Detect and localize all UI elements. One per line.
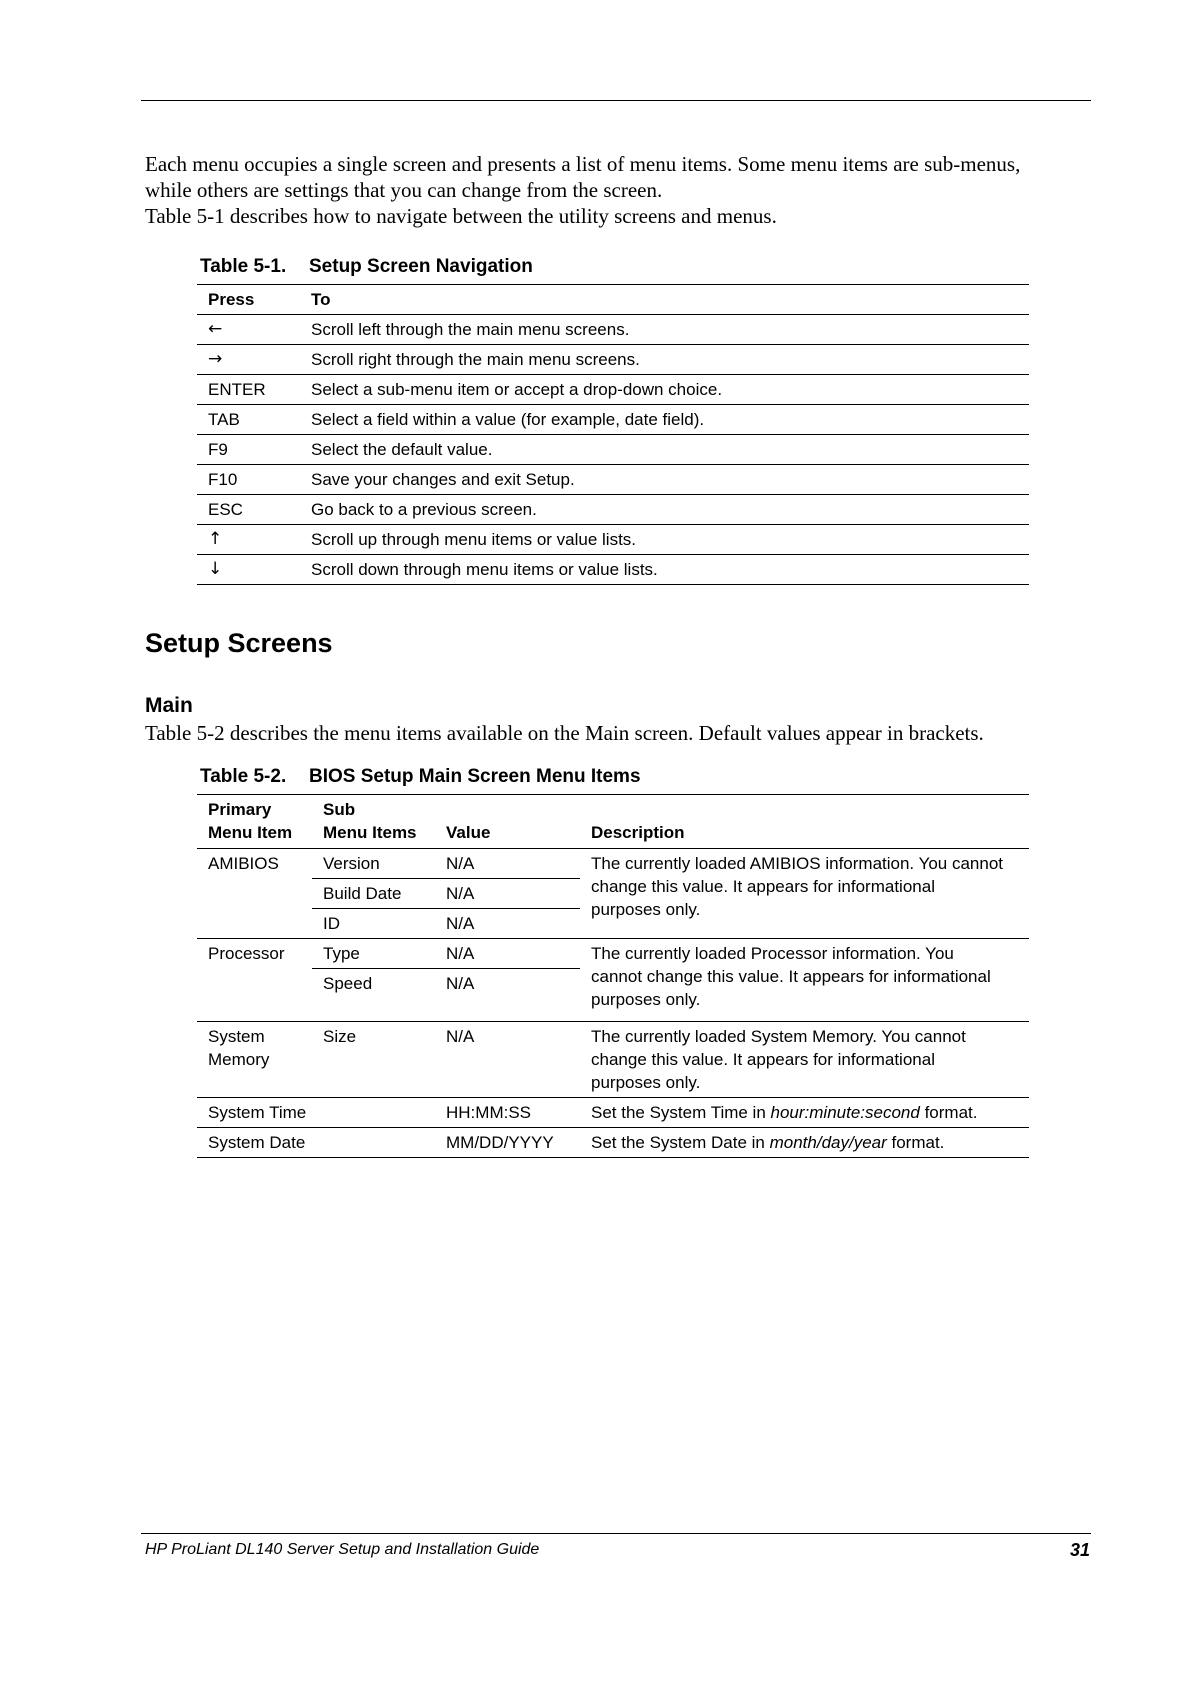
table-row <box>197 435 1029 465</box>
primary-system-date: System Date <box>197 1128 435 1158</box>
table-title: Setup Screen Navigation <box>309 256 533 277</box>
table-5-1-caption <box>200 256 533 278</box>
table-row <box>197 525 1029 555</box>
description-cell: The currently loaded Processor information. You cannot change this value. It appears for informational purposes only. <box>580 939 1029 1022</box>
table-title: BIOS Setup Main Screen Menu Items <box>309 766 641 787</box>
key-cell: ESC <box>208 500 243 519</box>
sub-menu-item: Build Date <box>312 879 435 909</box>
down-arrow-key: ↓ <box>208 559 223 579</box>
navigation-table <box>197 284 1029 585</box>
main-description-paragraph: Table 5-2 describes the menu items available on the Main screen. Default values appear in brackets. <box>145 721 984 745</box>
value-cell: HH:MM:SS <box>435 1098 580 1128</box>
header-press: Press <box>208 290 255 309</box>
sub-menu-item: ID <box>312 909 435 939</box>
table-row <box>197 345 1029 375</box>
key-cell: ENTER <box>208 380 266 399</box>
description-cell: Set the System Time in hour:minute:second format. <box>580 1098 1029 1128</box>
key-cell: TAB <box>208 410 240 429</box>
subsection-heading: Main <box>145 694 193 717</box>
description-cell: Set the System Date in month/day/year format. <box>580 1128 1029 1158</box>
action-cell: Select a field within a value (for example, date field). <box>311 410 705 429</box>
description-cell: The currently loaded AMIBIOS information. You cannot change this value. It appears for informational purposes only. <box>580 849 1029 939</box>
bios-main-table <box>197 794 1029 1158</box>
primary-amibios: AMIBIOS <box>197 849 312 939</box>
value-cell: N/A <box>435 909 580 939</box>
table-row <box>197 315 1029 345</box>
table-header-row <box>197 285 1029 315</box>
table-row <box>197 939 1029 969</box>
action-cell: Scroll right through the main menu screens. <box>311 350 640 369</box>
action-cell: Go back to a previous screen. <box>311 500 537 519</box>
action-cell: Select the default value. <box>311 440 493 459</box>
action-cell: Save your changes and exit Setup. <box>311 470 575 489</box>
left-arrow-key: ← <box>208 319 223 339</box>
sub-menu-item: Speed <box>312 969 435 1022</box>
primary-system-time: System Time <box>197 1098 435 1128</box>
key-cell: F10 <box>208 470 238 489</box>
table-row <box>197 375 1029 405</box>
header-to: To <box>311 290 331 309</box>
up-arrow-key: ↑ <box>208 529 223 549</box>
key-cell: F9 <box>208 440 228 459</box>
right-arrow-key: → <box>208 349 223 369</box>
action-cell: Scroll left through the main menu screens. <box>311 320 630 339</box>
value-cell: N/A <box>435 1022 580 1098</box>
table-header-row <box>197 795 1029 849</box>
table-number: Table 5-2. <box>200 766 287 787</box>
table-row <box>197 405 1029 435</box>
action-cell: Scroll down through menu items or value lists. <box>311 560 658 579</box>
table-row <box>197 495 1029 525</box>
value-cell: N/A <box>435 849 580 879</box>
header-primary-menu-item: Primary Menu Item <box>197 795 312 849</box>
table-row <box>197 465 1029 495</box>
footer-guide-title: HP ProLiant DL140 Server Setup and Installation Guide <box>145 1541 540 1558</box>
table-row <box>197 849 1029 879</box>
table-row <box>197 1022 1029 1098</box>
header-rule <box>141 100 1091 101</box>
value-cell: N/A <box>435 879 580 909</box>
table-5-2-caption <box>200 766 641 788</box>
page-number: 31 <box>1069 1540 1090 1560</box>
sub-menu-item: Size <box>312 1022 435 1098</box>
description-cell: The currently loaded System Memory. You cannot change this value. It appears for informational purposes only. <box>580 1022 1029 1098</box>
sub-menu-item: Version <box>312 849 435 879</box>
section-heading: Setup Screens <box>145 628 333 658</box>
action-cell: Scroll up through menu items or value lists. <box>311 530 637 549</box>
footer-rule <box>141 1533 1091 1534</box>
table-row <box>197 1128 1029 1158</box>
value-cell: MM/DD/YYYY <box>435 1128 580 1158</box>
value-cell: N/A <box>435 969 580 1022</box>
header-description: Description <box>580 795 1029 849</box>
action-cell: Select a sub-menu item or accept a drop-down choice. <box>311 380 723 399</box>
header-value: Value <box>435 795 580 849</box>
primary-processor: Processor <box>197 939 312 1022</box>
table-row <box>197 555 1029 585</box>
table-number: Table 5-1. <box>200 256 287 277</box>
header-sub-menu-items: Sub Menu Items <box>312 795 435 849</box>
sub-menu-item: Type <box>312 939 435 969</box>
value-cell: N/A <box>435 939 580 969</box>
table-row <box>197 1098 1029 1128</box>
intro-line: while others are settings that you can change from the screen. <box>145 178 663 202</box>
intro-line: Table 5-1 describes how to navigate between the utility screens and menus. <box>145 204 777 228</box>
primary-system-memory: System Memory <box>197 1022 312 1098</box>
intro-paragraph <box>145 151 1105 229</box>
intro-line: Each menu occupies a single screen and presents a list of menu items. Some menu items are sub-menus, <box>145 152 1021 176</box>
